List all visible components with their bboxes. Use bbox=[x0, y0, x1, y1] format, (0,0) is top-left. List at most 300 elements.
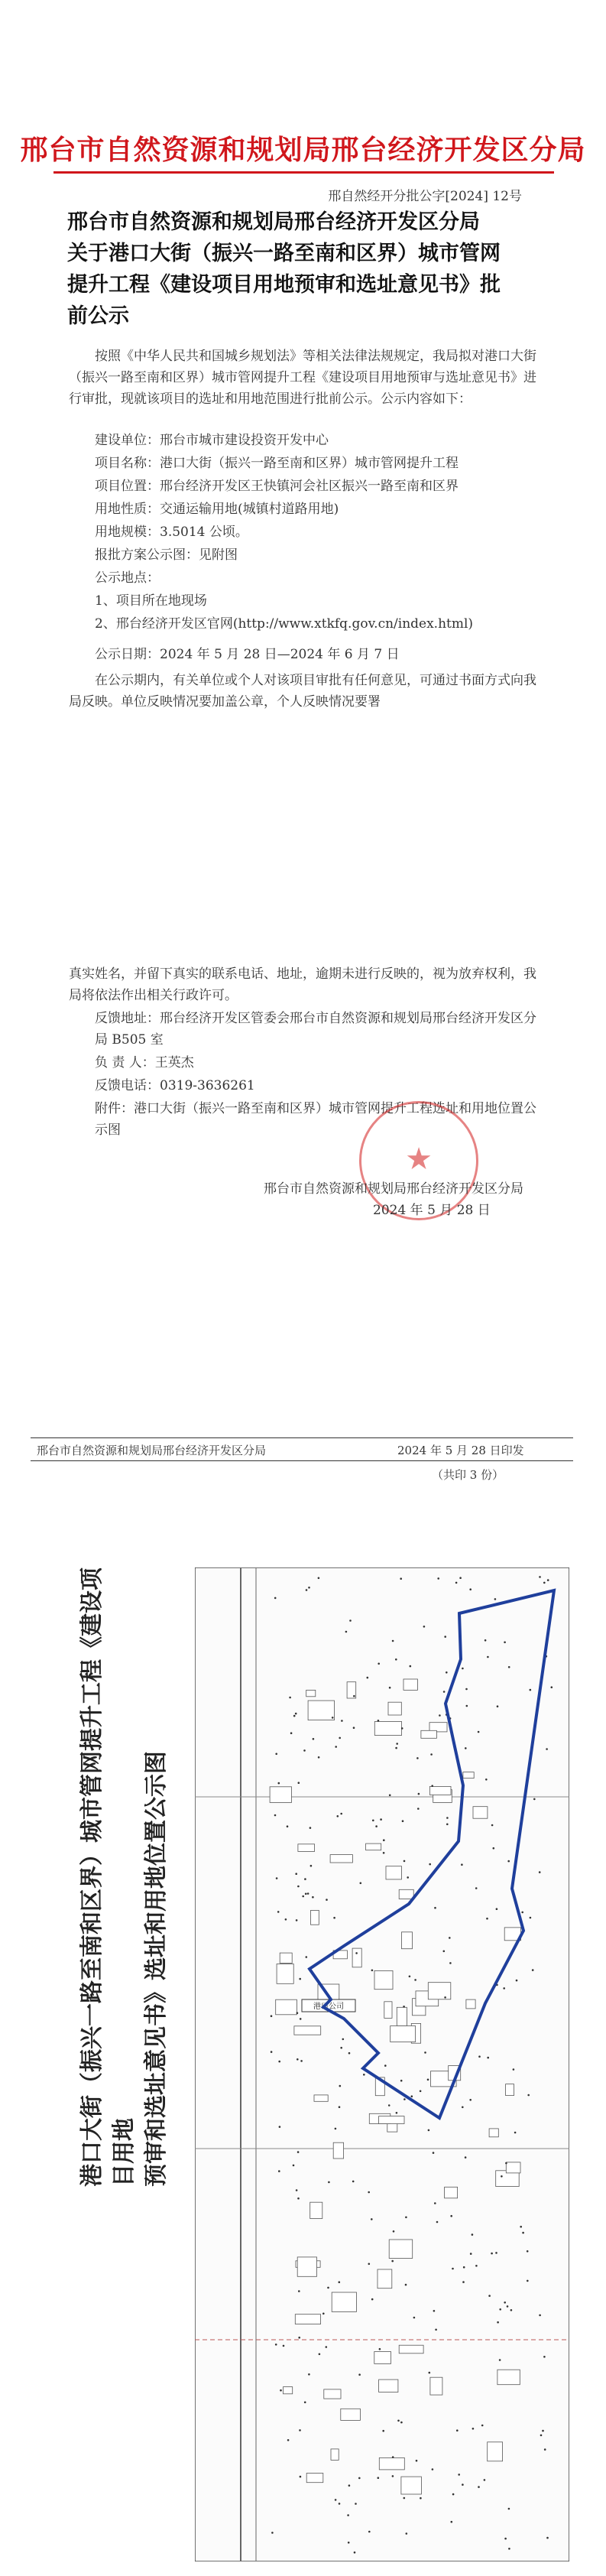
map-feature bbox=[348, 2484, 351, 2487]
attachment-note: 附件：港口大街（振兴一路至南和区界）城市管网提升工程选址和用地位置公示图 bbox=[95, 1101, 536, 1138]
map-feature bbox=[275, 1753, 277, 1756]
map-feature bbox=[280, 1953, 292, 1963]
map-feature bbox=[499, 2308, 501, 2311]
map-feature bbox=[516, 1980, 518, 1982]
map-feature bbox=[431, 1785, 433, 1787]
map-feature bbox=[308, 1587, 310, 1589]
map-feature bbox=[395, 1658, 397, 1661]
map-feature bbox=[318, 1756, 320, 1759]
map-feature bbox=[300, 2060, 303, 2062]
map-feature bbox=[449, 1962, 452, 1964]
map-feature bbox=[382, 2430, 384, 2432]
map-feature bbox=[363, 2074, 365, 2076]
map-feature bbox=[493, 1847, 495, 1850]
map-feature bbox=[378, 1663, 380, 1665]
map-feature bbox=[446, 1817, 449, 1819]
map-feature bbox=[340, 1813, 342, 1815]
map-feature bbox=[285, 1918, 287, 1921]
map-feature bbox=[449, 1937, 451, 1939]
map-feature bbox=[378, 2477, 380, 2479]
map-feature bbox=[297, 2058, 299, 2061]
map-feature bbox=[497, 1705, 499, 1707]
map-feature bbox=[455, 1582, 458, 1584]
map-feature bbox=[539, 2315, 541, 2317]
map-feature bbox=[439, 1714, 441, 1717]
map-feature bbox=[388, 2104, 390, 2107]
map-feature bbox=[296, 1919, 298, 1921]
map-feature bbox=[443, 1691, 446, 1693]
map-feature bbox=[469, 1588, 472, 1590]
map-feature bbox=[427, 2079, 429, 2081]
map-feature bbox=[484, 1639, 487, 1642]
map-feature bbox=[368, 2263, 371, 2266]
map-feature bbox=[487, 1656, 489, 1658]
bureau-header: 邢台市自然资源和规划局邢台经济开发区分局 bbox=[20, 134, 586, 166]
map-feature bbox=[522, 2232, 524, 2234]
map-feature bbox=[533, 1798, 536, 1801]
signature-organization: 邢台市自然资源和规划局邢台经济开发区分局 bbox=[264, 1181, 523, 1197]
map-feature bbox=[388, 1702, 401, 1715]
map-feature bbox=[295, 1713, 297, 1715]
map-feature bbox=[277, 1911, 280, 1913]
item-project-location: 项目位置：邢台经济开发区王快镇河会社区振兴一路至南和区界 bbox=[95, 479, 459, 494]
map-feature bbox=[445, 2187, 458, 2198]
map-feature bbox=[298, 1782, 300, 1784]
map-feature bbox=[432, 2468, 434, 2470]
map-feature bbox=[403, 2497, 406, 2500]
map-feature bbox=[494, 1598, 497, 1600]
map-feature bbox=[417, 1808, 420, 1810]
map-feature bbox=[295, 2315, 320, 2324]
map-feature bbox=[306, 1690, 316, 1696]
map-feature bbox=[487, 2057, 489, 2059]
map-feature bbox=[399, 2345, 423, 2353]
map-feature bbox=[424, 2051, 426, 2054]
map-feature bbox=[371, 1970, 374, 1972]
map-feature bbox=[342, 2038, 345, 2041]
map-feature bbox=[335, 2499, 337, 2501]
map-feature bbox=[358, 2477, 361, 2480]
map-feature bbox=[327, 2287, 329, 2289]
map-feature bbox=[420, 2090, 422, 2093]
map-feature bbox=[409, 1976, 411, 1978]
map-feature bbox=[397, 2420, 400, 2422]
map-feature bbox=[277, 1964, 293, 1984]
map-feature bbox=[462, 1668, 464, 1670]
map-feature bbox=[414, 1979, 416, 1981]
map-feature bbox=[319, 2353, 321, 2356]
map-feature bbox=[430, 2377, 442, 2395]
map-feature bbox=[352, 2181, 355, 2183]
map-feature bbox=[462, 2107, 464, 2109]
map-feature bbox=[332, 2292, 356, 2311]
map-title-line: 预审和选址意见书》选址和用地位置公示图 bbox=[143, 1751, 170, 2187]
map-feature bbox=[507, 1860, 510, 1863]
map-feature bbox=[428, 1983, 451, 1999]
map-feature bbox=[405, 2284, 407, 2286]
site-location-map bbox=[195, 1567, 569, 2561]
map-feature bbox=[497, 2370, 520, 2385]
notice-paragraph: 在公示期内，有关单位或个人对该项目审批有任何意见，可通过书面方式向我局反映。单位反映情况要加盖公章，个人反映情况要署 bbox=[69, 673, 536, 710]
map-feature bbox=[497, 2321, 499, 2324]
map-feature bbox=[390, 2026, 416, 2042]
map-feature bbox=[389, 1687, 391, 1689]
header-divider bbox=[53, 171, 554, 174]
map-feature bbox=[491, 2253, 493, 2255]
map-feature bbox=[283, 2345, 285, 2347]
map-feature bbox=[297, 2198, 300, 2200]
map-feature bbox=[384, 2064, 387, 2067]
map-feature bbox=[386, 1866, 402, 1879]
star-icon: ★ bbox=[405, 1142, 433, 1177]
map-feature bbox=[355, 2503, 357, 2505]
map-feature bbox=[341, 1720, 343, 1722]
map-feature bbox=[472, 2428, 475, 2430]
map-feature bbox=[478, 1731, 480, 1733]
map-feature bbox=[465, 1747, 467, 1749]
map-feature bbox=[488, 2295, 491, 2297]
map-feature bbox=[527, 2280, 529, 2282]
map-feature bbox=[539, 1871, 541, 1873]
map-feature bbox=[353, 1695, 355, 1697]
title-line: 前公示 bbox=[67, 304, 129, 328]
map-feature bbox=[389, 2240, 413, 2259]
map-feature bbox=[279, 2126, 281, 2128]
map-feature bbox=[298, 2290, 300, 2292]
map-feature bbox=[310, 2202, 322, 2218]
item-construction-unit: 建设单位：邢台市城市建设投资开发中心 bbox=[95, 433, 329, 448]
title-line: 提升工程《建设项目用地预审和选址意见书》批 bbox=[67, 273, 501, 297]
map-feature bbox=[280, 2389, 282, 2392]
map-feature bbox=[403, 1860, 406, 1863]
map-feature bbox=[389, 1795, 391, 1797]
map-feature bbox=[507, 2305, 509, 2308]
map-feature bbox=[348, 2052, 351, 2055]
item-location-website[interactable]: 2、邢台经济开发区官网(http://www.xtkfq.gov.cn/index.html) bbox=[95, 616, 474, 632]
map-feature bbox=[379, 2457, 404, 2470]
map-feature bbox=[297, 1886, 300, 1888]
map-feature bbox=[303, 1749, 306, 1752]
map-feature bbox=[345, 1631, 348, 1633]
map-feature bbox=[510, 2309, 513, 2311]
map-feature bbox=[466, 1999, 475, 2009]
map-feature bbox=[407, 1876, 409, 1879]
map-feature bbox=[322, 2313, 325, 2315]
map-title bbox=[76, 1560, 173, 2187]
map-feature bbox=[297, 2257, 316, 2276]
map-feature bbox=[339, 2106, 341, 2108]
map-feature bbox=[326, 1899, 328, 1901]
map-feature bbox=[551, 1686, 553, 1688]
item-land-area: 用地规模：3.5014 公顷。 bbox=[95, 525, 248, 540]
map-feature bbox=[429, 1863, 431, 1866]
map-feature bbox=[539, 1576, 541, 1578]
title-line: 邢台市自然资源和规划局邢台经济开发区分局 bbox=[67, 210, 480, 234]
map-feature bbox=[400, 1577, 402, 1580]
map-feature bbox=[405, 2217, 407, 2219]
map-feature bbox=[416, 1757, 419, 1759]
map-feature bbox=[355, 1952, 358, 1954]
map-title-line: 港口大街（振兴一路至南和区界）城市管网提升工程《建设项目用地 bbox=[79, 1567, 138, 2187]
title-line: 关于港口大街（振兴一路至南和区界）城市管网 bbox=[67, 242, 501, 265]
map-feature bbox=[337, 1815, 339, 1817]
map-feature bbox=[340, 2047, 342, 2049]
map-feature bbox=[332, 1717, 334, 1719]
map-feature bbox=[335, 1746, 337, 1748]
map-feature bbox=[486, 1918, 488, 1920]
map-feature bbox=[530, 1689, 532, 1691]
footer-organization: 邢台市自然资源和规划局邢台经济开发区分局 bbox=[37, 1444, 267, 1457]
map-feature bbox=[278, 2061, 280, 2063]
map-feature bbox=[379, 2379, 398, 2392]
map-feature bbox=[484, 2479, 486, 2481]
map-feature bbox=[304, 2402, 306, 2404]
map-feature bbox=[413, 2317, 416, 2319]
map-feature bbox=[403, 1679, 417, 1690]
map-feature bbox=[298, 1844, 315, 1852]
map-feature bbox=[297, 2151, 300, 2153]
map-feature bbox=[375, 1825, 378, 1827]
map-feature bbox=[478, 2055, 481, 2058]
map-feature bbox=[435, 2329, 437, 2331]
map-feature bbox=[304, 1878, 306, 1880]
map-feature bbox=[293, 2165, 295, 2167]
map-feature bbox=[395, 1747, 397, 1749]
map-feature bbox=[469, 2099, 472, 2101]
map-feature bbox=[470, 2253, 472, 2255]
map-feature bbox=[299, 1978, 301, 1980]
map-feature bbox=[411, 2095, 413, 2097]
map-feature bbox=[298, 2337, 300, 2339]
map-feature bbox=[308, 1701, 334, 1720]
map-feature bbox=[333, 2142, 343, 2159]
map-feature bbox=[421, 1730, 437, 1738]
map-feature bbox=[504, 1642, 506, 1644]
map-feature bbox=[410, 1665, 412, 1668]
map-feature bbox=[271, 2532, 274, 2534]
map-feature bbox=[504, 2538, 507, 2540]
map-feature bbox=[384, 2002, 392, 2019]
map-feature bbox=[403, 2006, 405, 2008]
map-feature bbox=[402, 1820, 404, 1822]
map-feature bbox=[543, 2356, 546, 2358]
map-feature bbox=[463, 2266, 465, 2269]
map-feature bbox=[491, 1824, 494, 1827]
map-feature bbox=[383, 1839, 385, 1841]
map-feature bbox=[366, 1843, 381, 1850]
map-feature bbox=[339, 2085, 342, 2087]
continuation-paragraph: 真实姓名，并留下真实的联系电话、地址，逾期未进行反映的，视为放弃权利，我局将依法作出相关行政许可。 bbox=[69, 966, 536, 1003]
map-feature bbox=[461, 1863, 463, 1866]
map-feature bbox=[430, 1753, 433, 1756]
copies-count: （共印 3 份） bbox=[432, 1468, 504, 1482]
map-feature bbox=[274, 1597, 277, 1600]
map-feature bbox=[481, 2425, 484, 2427]
map-feature bbox=[504, 2302, 506, 2304]
map-feature bbox=[514, 2132, 517, 2134]
document-number: 邢自然经开分批公字[2024] 12号 bbox=[328, 189, 522, 204]
map-feature bbox=[368, 2531, 371, 2533]
map-feature bbox=[418, 1793, 420, 1795]
map-feature bbox=[275, 2344, 277, 2346]
map-feature bbox=[287, 1825, 289, 1827]
map-feature bbox=[401, 2477, 422, 2494]
map-feature bbox=[501, 2175, 503, 2178]
map-feature bbox=[444, 1636, 446, 1638]
map-feature bbox=[348, 2542, 350, 2544]
map-feature bbox=[371, 2298, 374, 2301]
map-feature bbox=[434, 2202, 436, 2204]
map-feature bbox=[465, 2156, 467, 2159]
map-feature bbox=[371, 2218, 373, 2220]
map-feature bbox=[429, 2372, 431, 2374]
map-feature bbox=[403, 2098, 406, 2100]
map-feature bbox=[312, 1896, 314, 1899]
map-feature bbox=[423, 1626, 426, 1628]
map-feature bbox=[383, 1852, 385, 1854]
map-feature bbox=[347, 2514, 349, 2516]
map-feature bbox=[446, 1824, 449, 1826]
map-feature bbox=[290, 1732, 293, 1734]
map-feature bbox=[294, 2026, 321, 2035]
map-feature bbox=[472, 2233, 474, 2236]
map-feature bbox=[349, 1619, 352, 1622]
map-feature bbox=[446, 1671, 448, 1674]
announcement-title bbox=[67, 206, 541, 332]
map-feature bbox=[530, 1917, 532, 1919]
map-feature bbox=[463, 1772, 474, 1779]
map-feature bbox=[311, 1910, 319, 1925]
map-feature bbox=[495, 2252, 497, 2254]
map-feature bbox=[287, 2439, 290, 2441]
footer-rule-bottom bbox=[31, 1460, 573, 1461]
map-feature bbox=[429, 1786, 451, 1795]
map-feature bbox=[380, 1818, 382, 1821]
item-location-site: 1、项目所在地现场 bbox=[95, 593, 207, 609]
map-feature bbox=[305, 1893, 307, 1895]
map-feature bbox=[328, 2181, 330, 2184]
map-feature bbox=[478, 2486, 480, 2488]
map-feature bbox=[499, 2359, 501, 2361]
map-feature bbox=[307, 1892, 309, 1895]
map-feature bbox=[428, 2129, 430, 2132]
map-feature bbox=[378, 1720, 380, 1722]
map-feature bbox=[318, 1577, 320, 1580]
map-feature bbox=[485, 1779, 488, 1781]
item-land-use: 用地性质：交通运输用地(城镇村道路用地) bbox=[95, 502, 339, 517]
map-feature bbox=[396, 2112, 398, 2114]
map-feature bbox=[293, 1715, 296, 1717]
map-feature bbox=[306, 2474, 323, 2483]
map-feature bbox=[271, 2051, 273, 2053]
map-feature bbox=[358, 2373, 361, 2376]
map-feature bbox=[372, 1820, 374, 1822]
map-feature bbox=[496, 1908, 498, 1910]
map-feature bbox=[452, 2268, 454, 2270]
map-feature bbox=[527, 2094, 530, 2097]
map-feature bbox=[378, 2269, 392, 2289]
map-feature bbox=[508, 2548, 510, 2550]
map-feature bbox=[540, 2435, 543, 2437]
map-feature bbox=[513, 2068, 515, 2071]
map-feature bbox=[437, 1577, 439, 1580]
map-feature bbox=[392, 1640, 394, 1642]
map-feature bbox=[374, 1722, 401, 1736]
map-feature bbox=[393, 2230, 395, 2233]
map-feature bbox=[276, 1999, 297, 2015]
map-feature bbox=[503, 1987, 505, 1990]
map-feature bbox=[391, 2260, 394, 2263]
feedback-phone: 反馈电话：0319-3636261 bbox=[95, 1078, 255, 1093]
item-notice-dates: 公示日期：2024 年 5 月 28 日—2024 年 6 月 7 日 bbox=[95, 647, 400, 662]
map-feature bbox=[508, 1666, 510, 1668]
map-feature bbox=[284, 2387, 293, 2394]
map-feature bbox=[353, 1727, 355, 1729]
map-feature bbox=[489, 2129, 498, 2137]
map-feature bbox=[475, 2265, 478, 2267]
map-feature bbox=[379, 2116, 404, 2124]
map-feature bbox=[462, 2281, 465, 2283]
signature-date: 2024 年 5 月 28 日 bbox=[373, 1203, 491, 1218]
map-feature bbox=[360, 1882, 362, 1885]
map-feature bbox=[543, 1582, 546, 1584]
contact-person: 负 责 人：王英杰 bbox=[95, 1055, 194, 1070]
map-feature bbox=[399, 1889, 413, 1899]
map-feature bbox=[547, 1579, 549, 1581]
footer-print-date: 2024 年 5 月 28 日印发 bbox=[397, 1444, 524, 1457]
map-feature bbox=[401, 1727, 403, 1730]
map-feature bbox=[473, 1807, 488, 1819]
map-feature bbox=[296, 2189, 298, 2191]
map-feature bbox=[406, 2532, 408, 2535]
map-feature bbox=[335, 2128, 337, 2130]
map-feature bbox=[333, 1917, 335, 1919]
map-feature bbox=[278, 1782, 280, 1785]
map-feature bbox=[466, 1705, 468, 1707]
map-feature bbox=[326, 2346, 328, 2348]
map-feature bbox=[400, 2080, 403, 2082]
item-project-name: 项目名称：港口大街（振兴一路至南和区界）城市管网提升工程 bbox=[95, 456, 459, 471]
map-feature bbox=[330, 1855, 352, 1863]
map-feature bbox=[299, 2429, 301, 2431]
map-feature bbox=[546, 1748, 548, 1750]
map-feature bbox=[310, 1865, 313, 1867]
item-plan-drawing: 报批方案公示图：见附图 bbox=[95, 547, 238, 563]
map-feature bbox=[331, 2449, 339, 2461]
map-feature bbox=[420, 2497, 422, 2500]
map-feature bbox=[527, 2250, 529, 2253]
map-feature bbox=[341, 2409, 361, 2420]
map-feature bbox=[475, 1887, 478, 1889]
map-feature bbox=[505, 2162, 507, 2165]
map-feature bbox=[302, 1895, 304, 1898]
map-feature bbox=[506, 2084, 514, 2096]
map-feature bbox=[339, 1737, 341, 1740]
map-feature bbox=[465, 1688, 468, 1691]
map-feature bbox=[270, 1787, 291, 1803]
map-feature bbox=[508, 2508, 510, 2510]
map-feature bbox=[452, 2493, 455, 2496]
map-feature bbox=[289, 1697, 291, 1699]
map-feature bbox=[339, 2503, 341, 2505]
map-feature bbox=[434, 1907, 436, 1909]
map-feature bbox=[374, 2352, 391, 2364]
map-feature bbox=[416, 2460, 418, 2462]
map-feature bbox=[309, 1827, 312, 1829]
map-feature bbox=[520, 2226, 522, 2228]
map-feature bbox=[313, 1738, 315, 1740]
map-feature bbox=[506, 2162, 520, 2173]
